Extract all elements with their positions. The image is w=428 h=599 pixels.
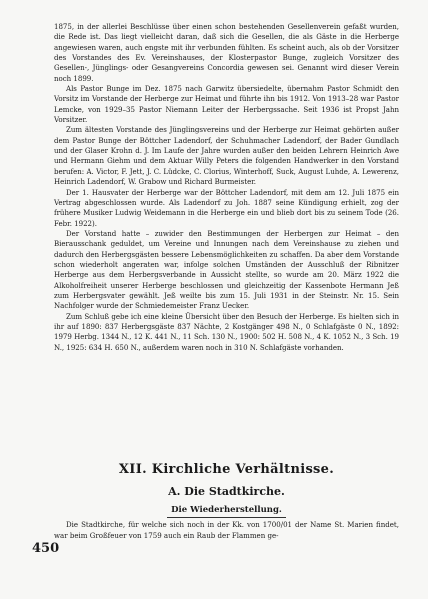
section-heading: A. Die Stadtkirche. <box>168 485 285 498</box>
subsection-heading: Die Wiederherstellung. <box>171 505 282 515</box>
paragraph: Als Pastor Bunge im Dez. 1875 nach Garwitz übersiedelte, übernahm Pastor Schmidt den Vorsitz im Vorstande der Herberge zur Heimat und führte ihn bis 1912. Von 1913–28 war Pastor Lemcke, von 1929–35 Pastor Niemann Leiter der Herbergssache. Seit 1936 ist Propst Jahn Vorsitzer. <box>54 84 399 125</box>
page-number: 450 <box>32 541 60 556</box>
paragraph: Der 1. Hausvater der Herberge war der Böttcher Ladendorf, mit dem am 12. Juli 1875 ein Vertrag abgeschlossen wurde. Als Ladendorf zu Joh. 1887 seine Kündigung erhielt, zog der frühere Musiker Ludwig Weidemann in die Herberge ein und blieb dort bis zu seinem Tode (26. Febr. 1922). <box>54 187 399 228</box>
paragraph: Der Vorstand hatte – zuwider den Bestimmungen der Herbergen zur Heimat – den Bierausschank geduldet, um Vereine und Innungen nach dem Vereinshause zu ziehen und dadurch den Herbergsgästen bessere Lebensmöglichkeiten zu schaffen. Da aber dem Vorstande schon wiederholt angeraten war, infolge solchen Umständen der Ausschluß der Ribnitzer Herberge aus dem Herbergsverbande in Aussicht stellte, so wurde am 20. März 1922 die Alkoholfreiheit unserer Herberge beschlossen und gleichzeitig der Kassenbote Hermann Jeß zum Herbergsvater gewählt. Jeß weilte bis zum 15. Juli 1931 in der Steinstr. Nr. 15. Sein Nachfolger wurde der Schmiedemeister Franz Uecker. <box>54 228 399 311</box>
chapter-heading: XII. Kirchliche Verhältnisse. <box>118 462 335 477</box>
body-text <box>54 22 399 353</box>
paragraph: Zum ältesten Vorstande des Jünglingsvereins und der Herberge zur Heimat gehörten außer dem Pastor Bunge der Böttcher Ladendorf, der Schuhmacher Ladendorf, der Bader Gundlach und der Glaser Krohn d. J. Im Laufe der Jahre wurden außer den beiden Lehrern Heinrich Awe und Hermann Giehm und dem Aktuar Willy Peters die folgenden Handwerker in den Vorstand berufen: A. Victor, F. Jett, J. C. Lüdcke, C. Clorius, Winterhoff, Suck, August Luhde, A. Lewerenz, Heinrich Ladendorf, W. Grabow und Richard Burmeister. <box>54 125 399 187</box>
paragraph: Zum Schluß gebe ich eine kleine Übersicht über den Besuch der Herberge. Es hielten sich in ihr auf 1890: 837 Herbergsgäste 837 Nächte, 2 Kostgänger 498 N., 0 Schlafgäste 0 N., 1892: 1979 Herbg. 1344 N., 12 K. 441 N., 11 Sch. 130 N., 1900: 502 H. 508 N., 4 K. 1052 N., 3 Sch. 19 N., 1925: 634 H. 650 N., außerdem waren noch in 310 N. Schlafgäste vorhanden. <box>54 311 399 352</box>
heading-underline <box>167 517 286 518</box>
chapter-text: Die Stadtkirche, für welche sich noch in der Kk. von 1700/01 der Name St. Marien findet, war beim Großfeuer von 1759 auch ein Raub der Flammen ge- <box>54 520 399 540</box>
paragraph: 1875, in der allerlei Beschlüsse über einen schon bestehenden Gesellenverein gefaßt wurden, die Rede ist. Das liegt vielleicht daran, daß sich die Gesellen, die als Gäste in die Herberge angewiesen waren, auch engste mit ihr verbunden fühlten. Es scheint auch, als ob der Vorsitzer des Vorstandes des Ev. Vereinshauses, der Klosterpastor Bunge, zugleich Vorsitzer des Gesellen-, Jünglings- oder Gesangvereins Concordia gewesen sei. Genannt wird dieser Verein noch 1899. <box>54 22 399 83</box>
